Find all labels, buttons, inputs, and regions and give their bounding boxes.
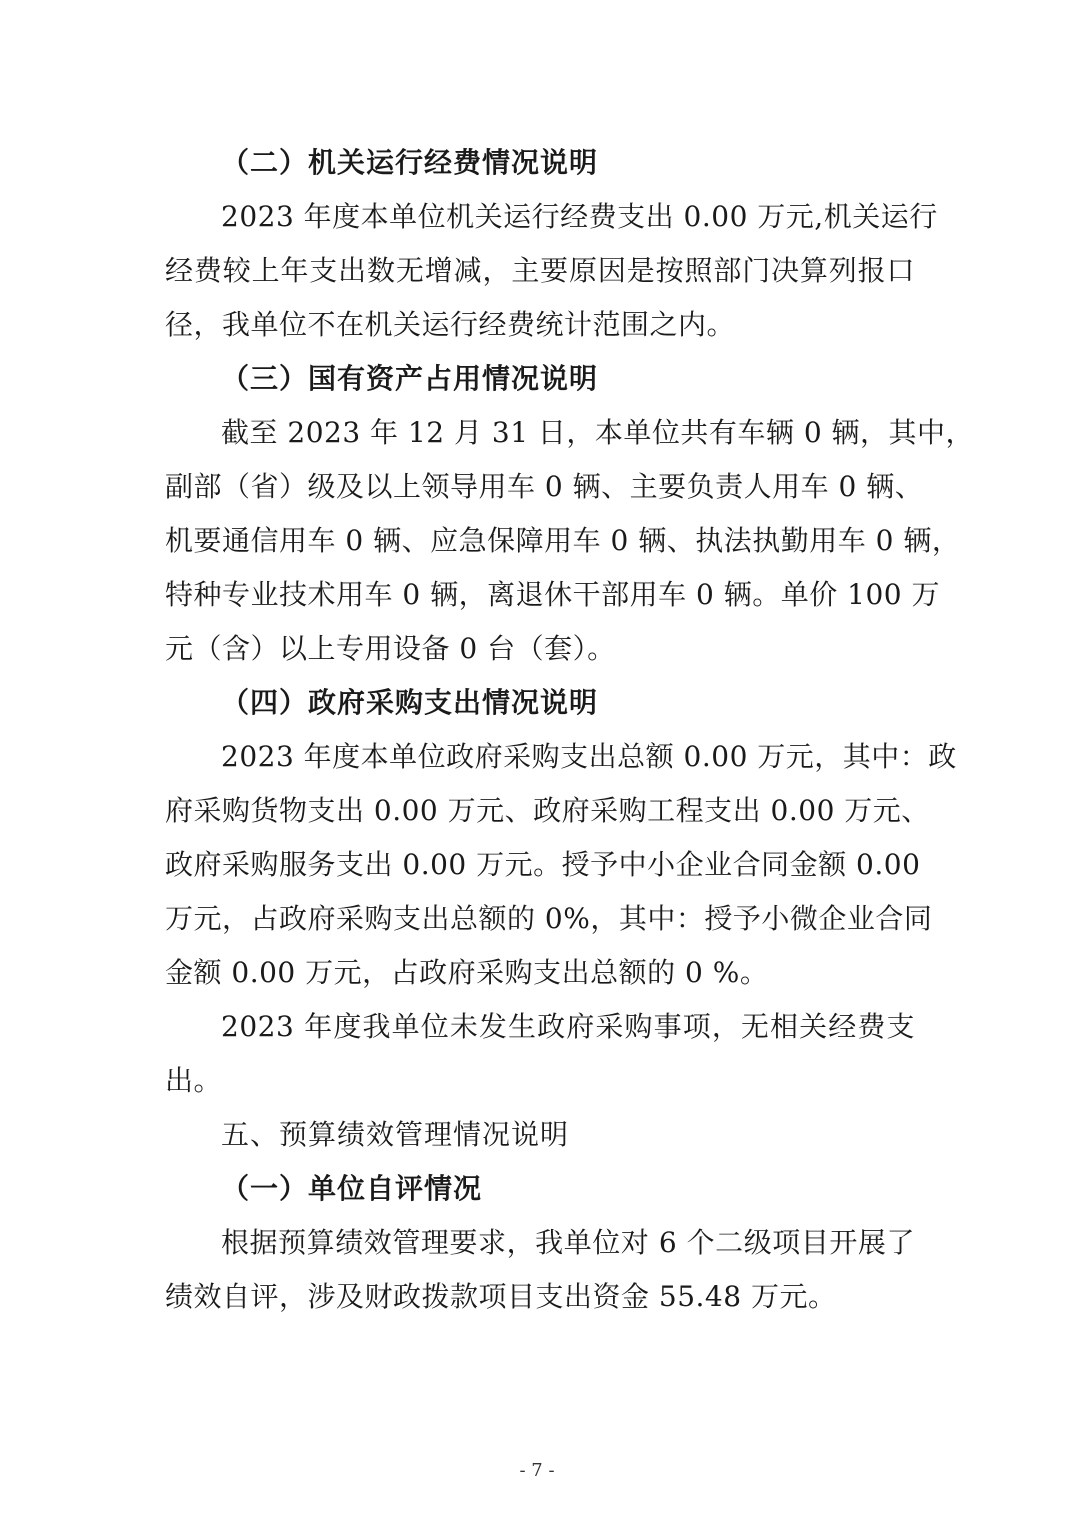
paragraph-line: 出。 — [165, 1064, 223, 1097]
paragraph-line: 府采购货物支出 0.00 万元、政府采购工程支出 0.00 万元、 — [165, 794, 930, 827]
paragraph-line: 2023 年度本单位机关运行经费支出 0.00 万元,机关运行 — [221, 200, 938, 233]
paragraph-line: 副部（省）级及以上领导用车 0 辆、主要负责人用车 0 辆、 — [165, 470, 924, 503]
paragraph-line: 径，我单位不在机关运行经费统计范围之内。 — [165, 308, 736, 341]
paragraph-line: 机要通信用车 0 辆、应急保障用车 0 辆、执法执勤用车 0 辆， — [165, 524, 961, 557]
paragraph-line: 特种专业技术用车 0 辆，离退休干部用车 0 辆。单价 100 万 — [165, 578, 940, 611]
document-body — [165, 136, 975, 1324]
paragraph-line: 绩效自评，涉及财政拨款项目支出资金 55.48 万元。 — [165, 1280, 837, 1313]
page-number: - 7 - — [519, 1460, 555, 1481]
paragraph-line: 元（含）以上专用设备 0 台（套）。 — [165, 632, 616, 665]
paragraph-line: 根据预算绩效管理要求，我单位对 6 个二级项目开展了 — [221, 1226, 915, 1259]
section-heading-performance: 五、预算绩效管理情况说明 — [221, 1118, 570, 1151]
section-heading-admin-expenses: （二）机关运行经费情况说明 — [221, 146, 599, 179]
section-heading-self-evaluation: （一）单位自评情况 — [221, 1172, 483, 1205]
section-heading-state-assets: （三）国有资产占用情况说明 — [221, 362, 599, 395]
paragraph-line: 金额 0.00 万元，占政府采购支出总额的 0 %。 — [165, 956, 769, 989]
paragraph-line: 2023 年度我单位未发生政府采购事项，无相关经费支 — [221, 1010, 915, 1043]
paragraph-line: 2023 年度本单位政府采购支出总额 0.00 万元，其中：政 — [221, 740, 957, 773]
paragraph-line: 经费较上年支出数无增减，主要原因是按照部门决算列报口 — [165, 254, 915, 287]
paragraph-line: 政府采购服务支出 0.00 万元。授予中小企业合同金额 0.00 — [165, 848, 921, 881]
paragraph-line: 万元，占政府采购支出总额的 0%，其中：授予小微企业合同 — [165, 902, 933, 935]
section-heading-procurement: （四）政府采购支出情况说明 — [221, 686, 599, 719]
paragraph-line: 截至 2023 年 12 月 31 日，本单位共有车辆 0 辆，其中， — [221, 416, 975, 449]
